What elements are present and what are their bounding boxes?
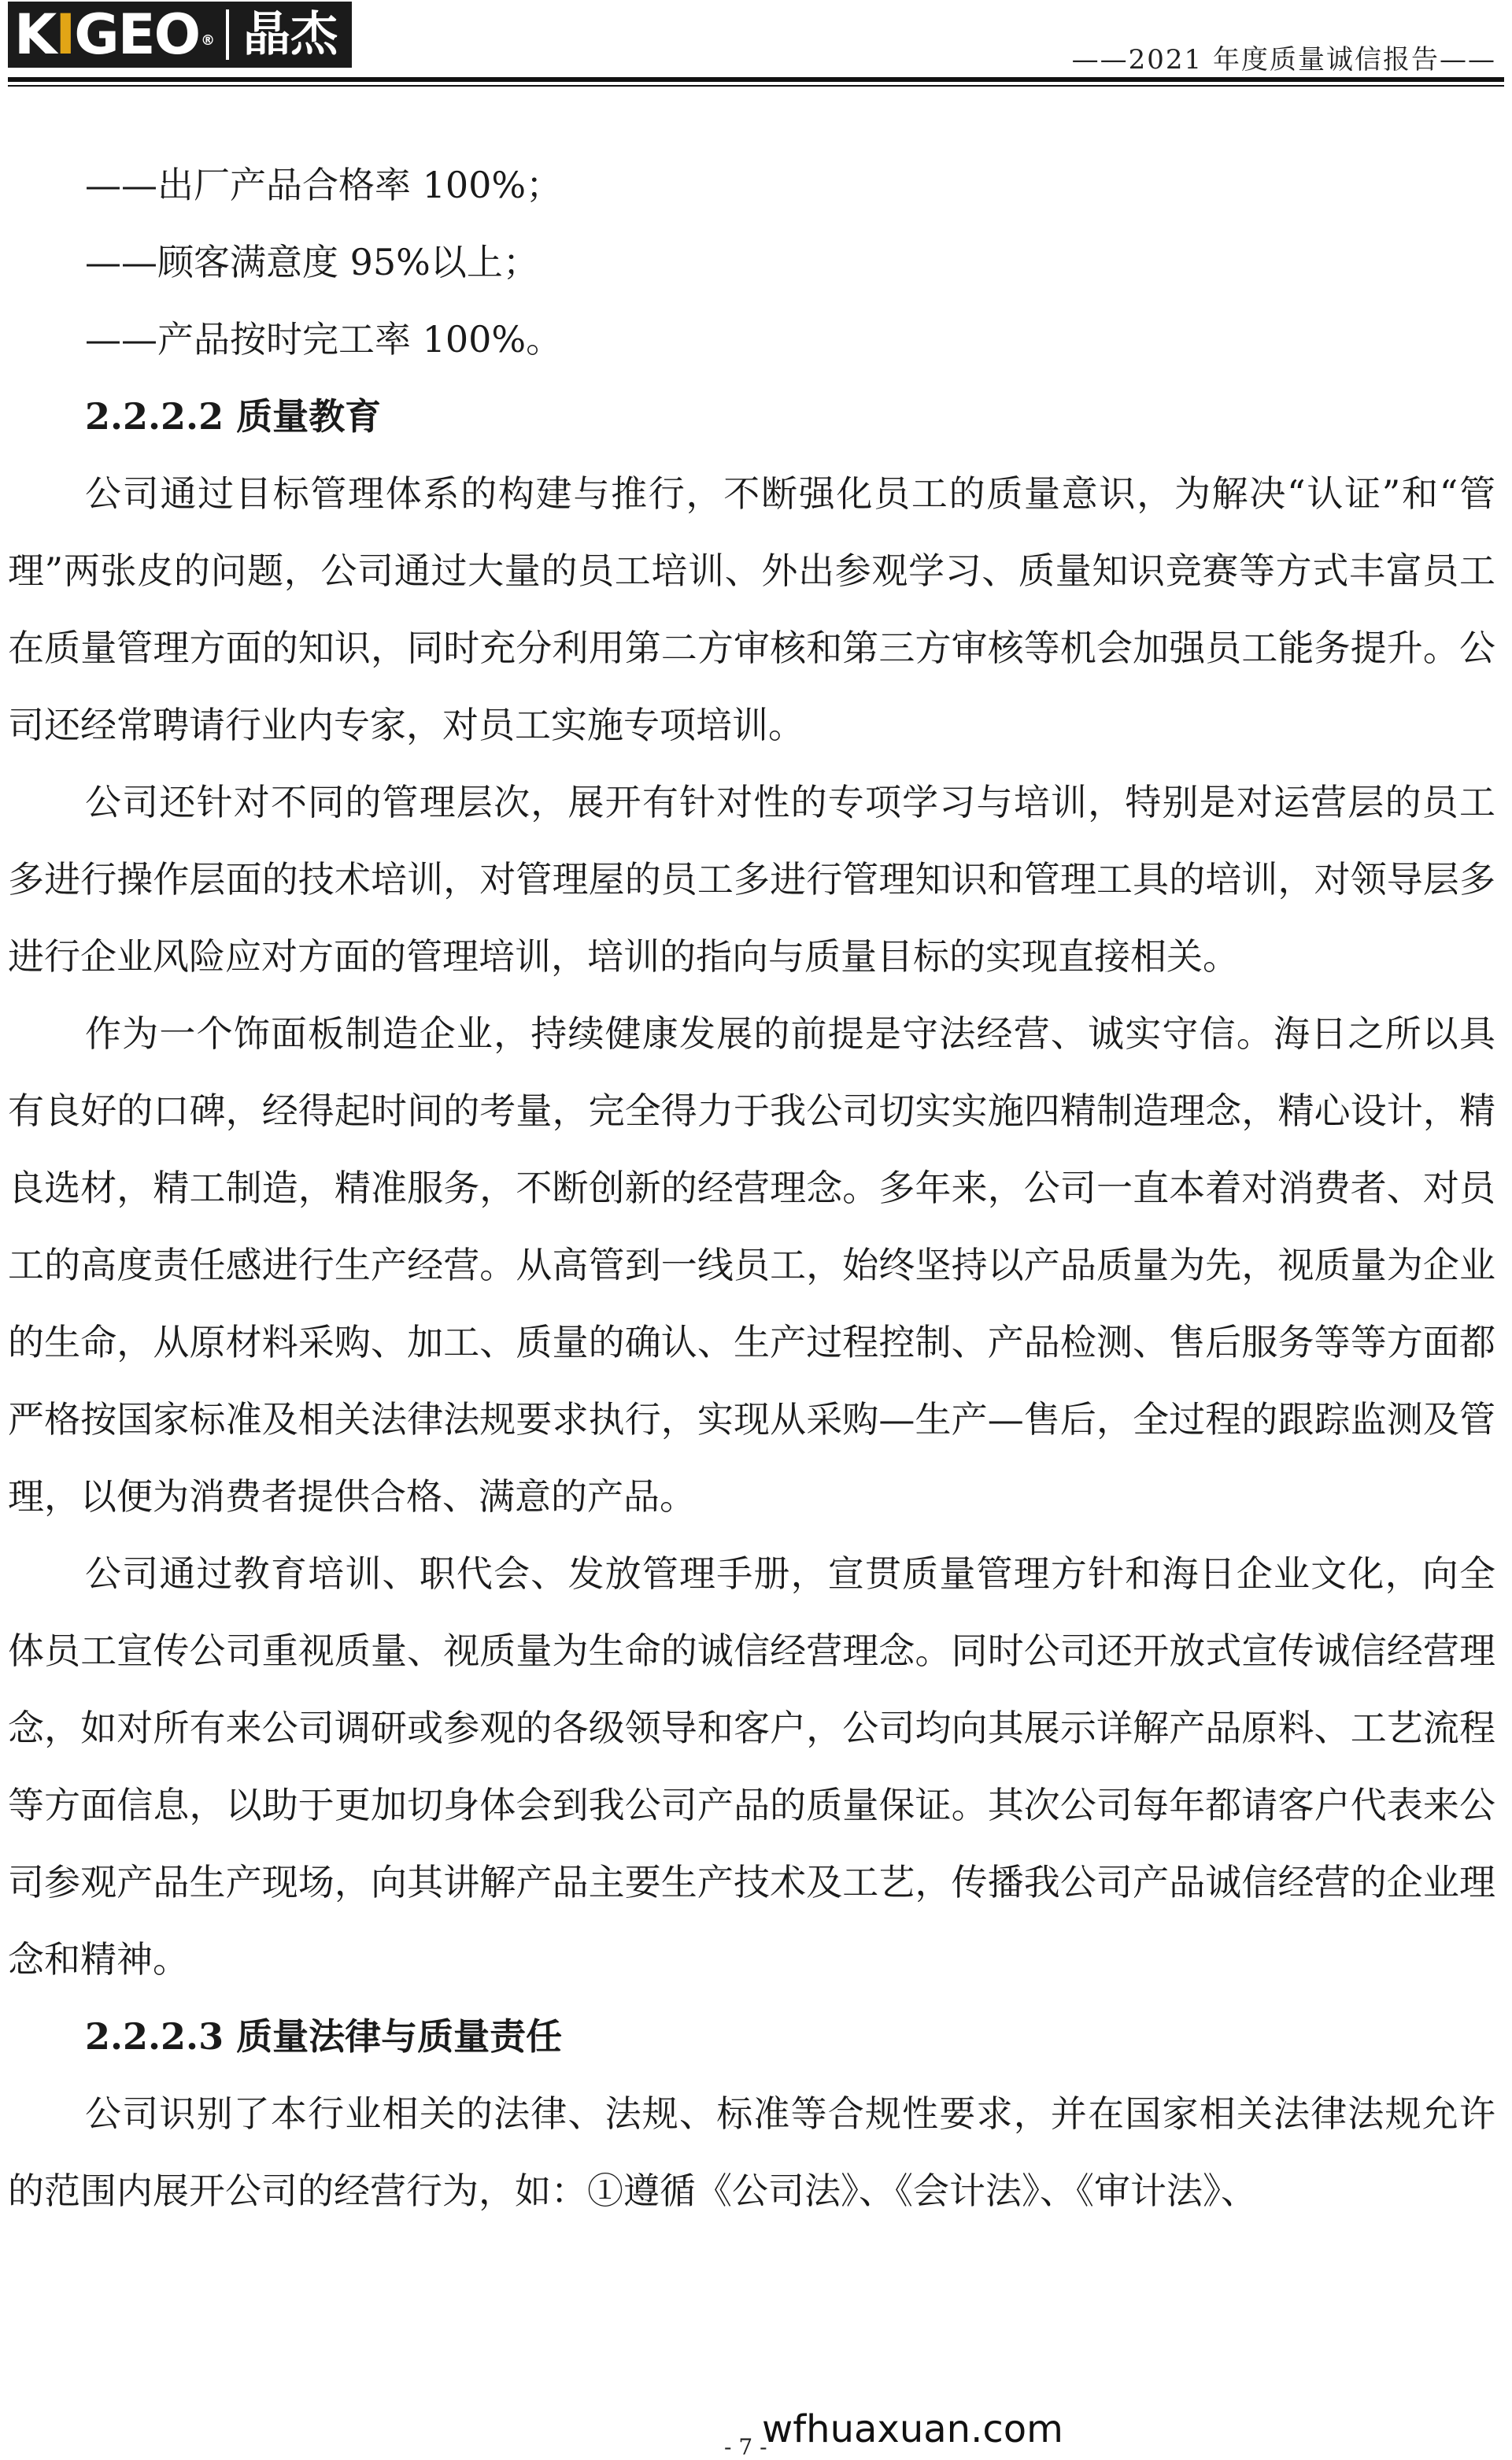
report-title: ——2021 年度质量诚信报告—— bbox=[1071, 44, 1496, 76]
header-rule-thin bbox=[8, 85, 1504, 87]
paragraph-culture: 公司通过教育培训、职代会、发放管理手册，宣贯质量管理方针和海日企业文化，向全体员工宣传公司重视质量、视质量为生命的诚信经营理念。同时公司还开放式宣传诚信经营理念，如对所有来公司调研或参观的各级领导和客户，公司均向其展示详解产品原料、工艺流程等方面信息，以助于更加切身体会到我公司产品的质量保证。其次公司每年都请客户代表来公司参观产品生产现场，向其讲解产品主要生产技术及工艺，传播我公司产品诚信经营的企业理念和精神。 bbox=[8, 1552, 1495, 1981]
target-item-on-time: ——产品按时完工率 100%。 bbox=[85, 318, 563, 361]
page-number: - 7 - bbox=[724, 2434, 767, 2460]
logo-letters-geo: GEO bbox=[74, 2, 200, 67]
document-body bbox=[8, 146, 1495, 2229]
target-item-satisfaction: ——顾客满意度 95%以上； bbox=[85, 241, 539, 283]
watermark-text: wfhuaxuan.com bbox=[762, 2407, 1063, 2451]
logo-chinese-name: 晶杰 bbox=[243, 7, 338, 62]
paragraph-training: 公司通过目标管理体系的构建与推行，不断强化员工的质量意识，为解决“认证”和“管理”两张皮的问题，公司通过大量的员工培训、外出参观学习、质量知识竞赛等方式丰富员工在质量管理方面的知识，同时充分利用第二方审核和第三方审核等机会加强员工能务提升。公司还经常聘请行业内专家，对员工实施专项培训。 bbox=[8, 472, 1495, 746]
logo-wordmark bbox=[8, 2, 221, 68]
paragraph-integrity: 作为一个饰面板制造企业，持续健康发展的前提是守法经营、诚实守信。海日之所以具有良好的口碑，经得起时间的考量，完全得力于我公司切实实施四精制造理念，精心设计，精良选材，精工制造，精准服务，不断创新的经营理念。多年来，公司一直本着对消费者、对员工的高度责任感进行生产经营。从高管到一线员工，始终坚持以产品质量为先，视质量为企业的生命，从原材料采购、加工、质量的确认、生产过程控制、产品检测、售后服务等等方面都严格按国家标准及相关法律法规要求执行，实现从采购—生产—售后，全过程的跟踪监测及管理，以便为消费者提供合格、满意的产品。 bbox=[8, 1012, 1495, 1518]
target-item-pass-rate: ——出厂产品合格率 100%； bbox=[85, 164, 563, 206]
header-rule-thick bbox=[8, 77, 1504, 82]
page-header bbox=[0, 0, 1512, 93]
paragraph-management-levels: 公司还针对不同的管理层次，展开有针对性的专项学习与培训，特别是对运营层的员工多进行操作层面的技术培训，对管理屋的员工多进行管理知识和管理工具的培训，对领导层多进行企业风险应对方面的管理培训，培训的指向与质量目标的实现直接相关。 bbox=[8, 781, 1495, 978]
logo-divider bbox=[226, 9, 229, 60]
logo-letter-k: K bbox=[14, 2, 56, 67]
registered-mark: ® bbox=[201, 32, 214, 49]
company-logo bbox=[8, 2, 352, 68]
section-heading-quality-law: 2.2.2.3 质量法律与质量责任 bbox=[85, 2015, 563, 2058]
section-heading-quality-education: 2.2.2.2 质量教育 bbox=[85, 395, 382, 438]
paragraph-compliance: 公司识别了本行业相关的法律、法规、标准等合规性要求，并在国家相关法律法规允许的范围内展开公司的经营行为，如：①遵循《公司法》、《会计法》、《审计法》、 bbox=[8, 2092, 1495, 2212]
logo-accent-bar: I bbox=[55, 2, 75, 67]
